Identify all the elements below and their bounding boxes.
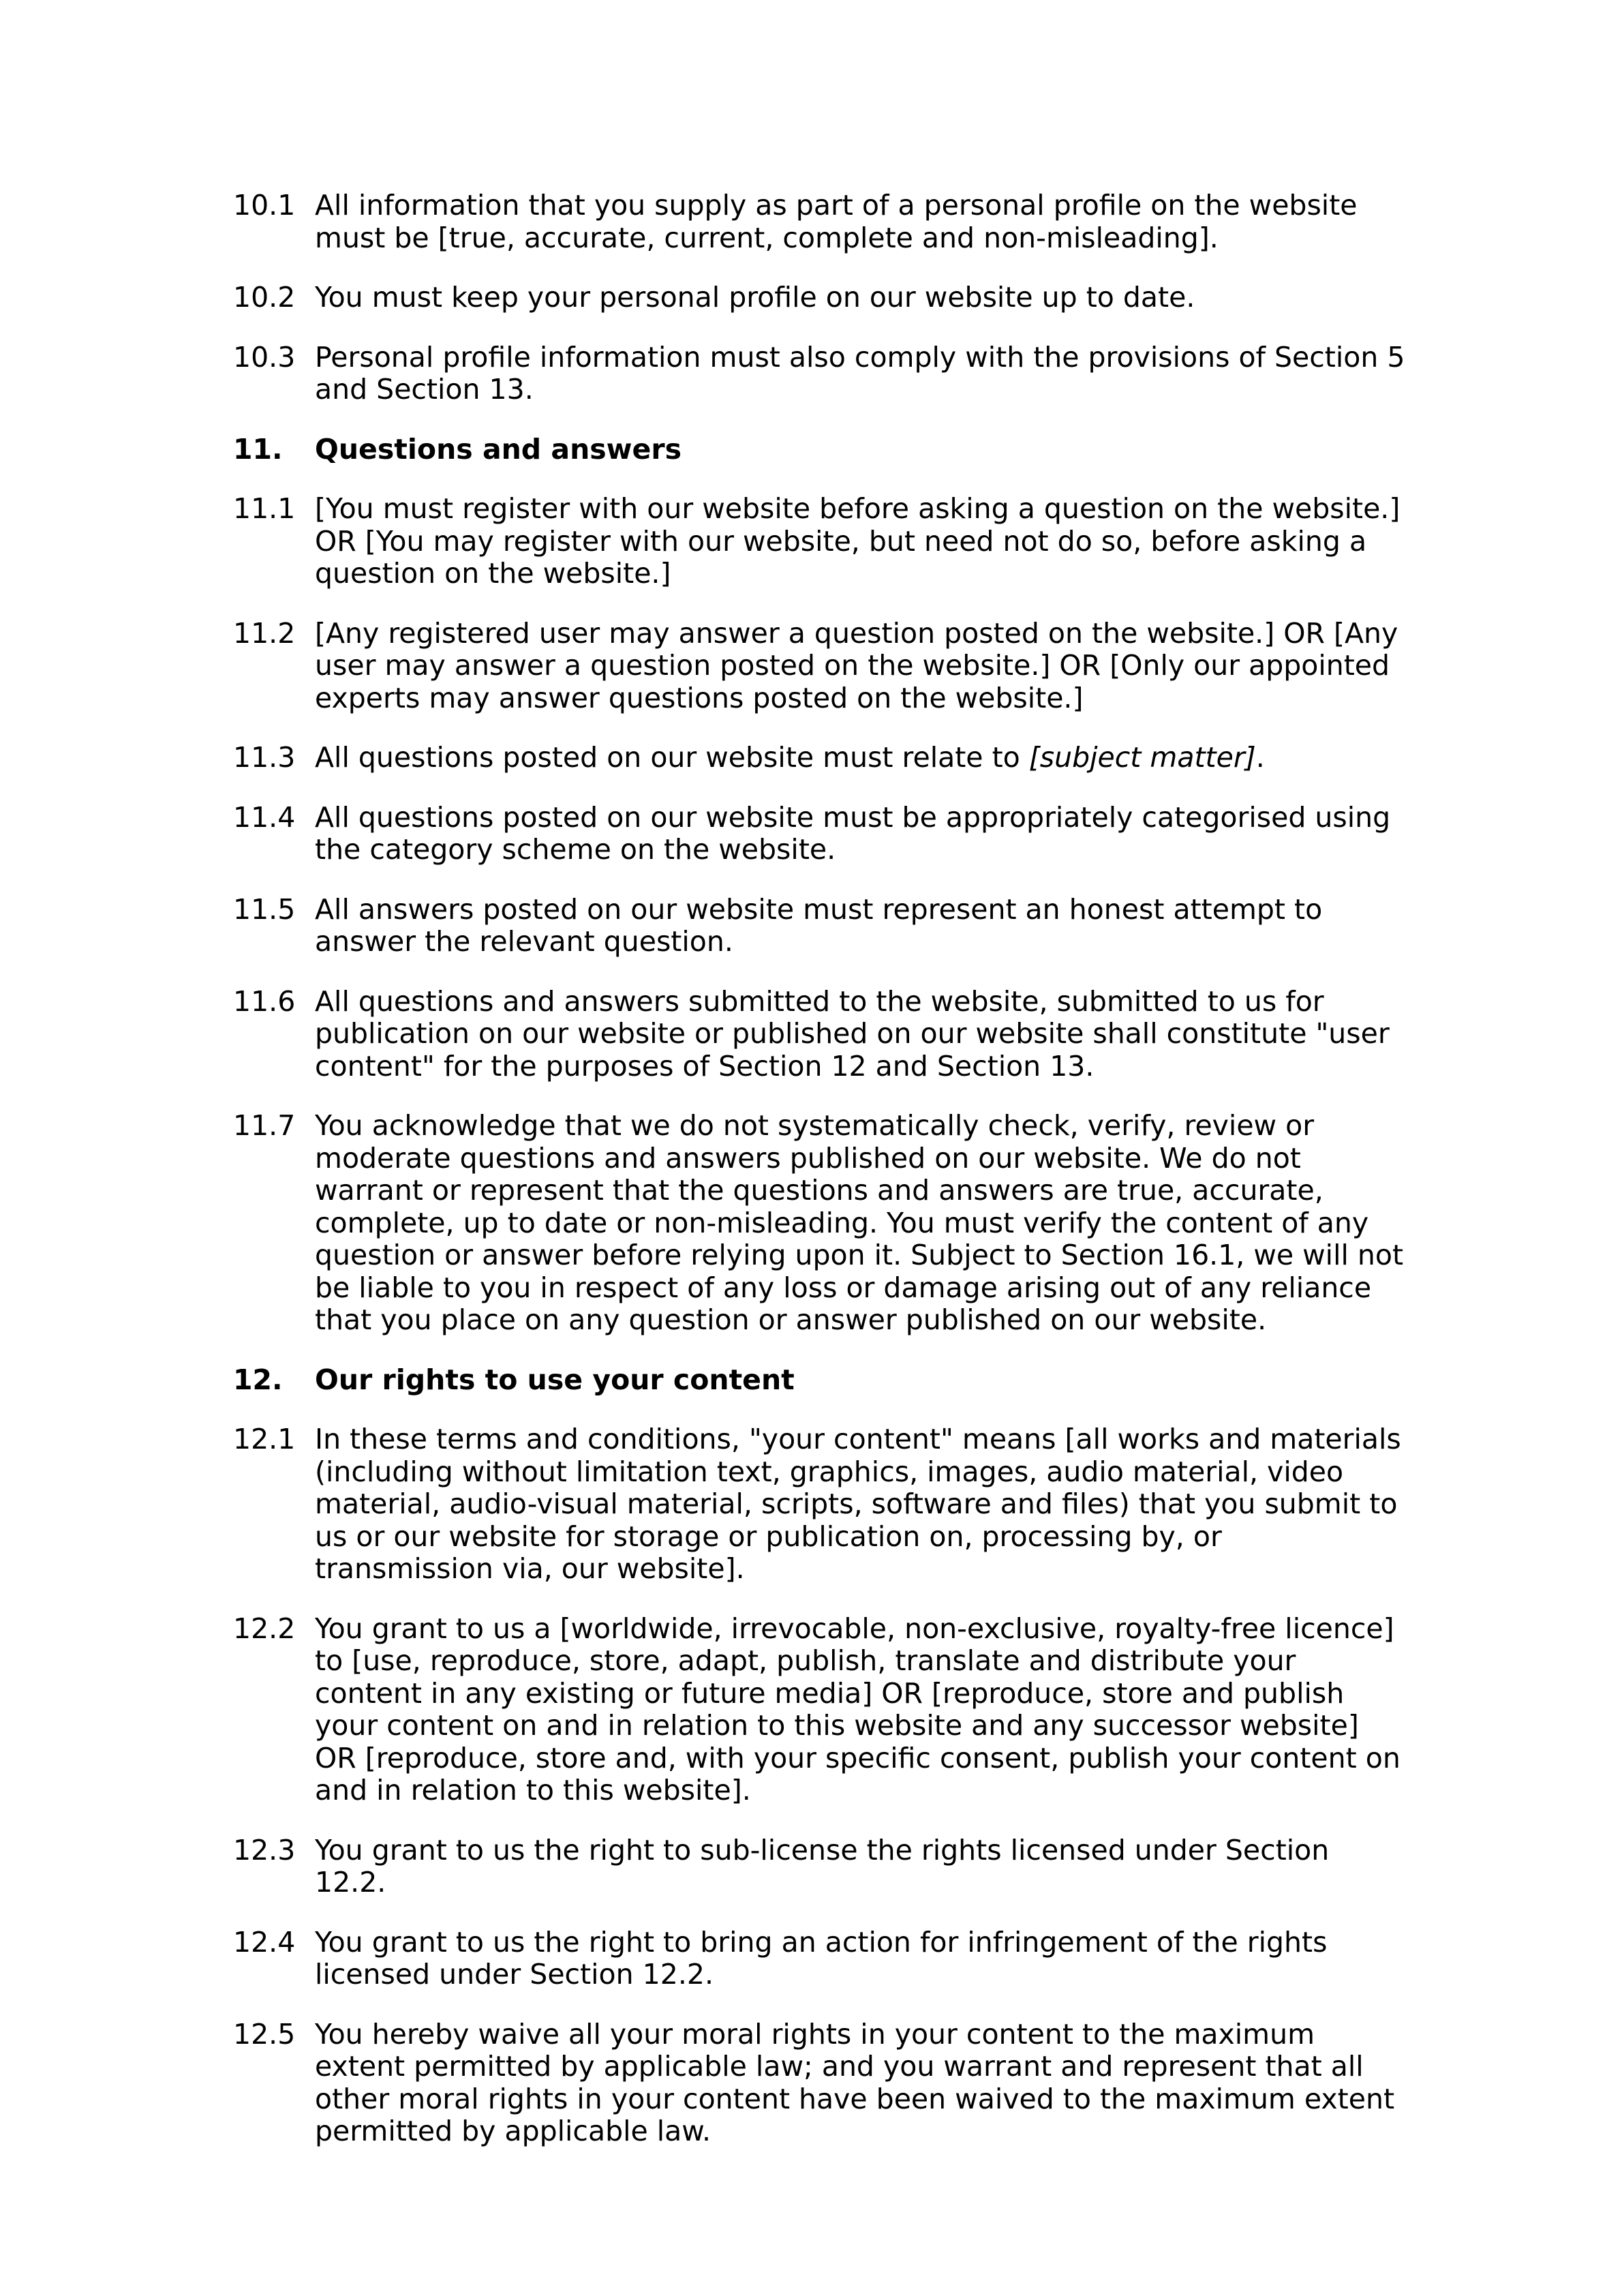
clause-number: 12.2 xyxy=(233,1612,296,1645)
clause-11-4 xyxy=(233,802,1405,866)
clause-text: All information that you supply as part of a personal profile on the website must be [true, accurate, current, complete and non-misleading]. xyxy=(315,189,1358,254)
clause-number: 12.5 xyxy=(233,2017,296,2051)
clause-text: [You must register with our website before asking a question on the website.] OR [You may register with our website, but need not do so, before asking a question on the website.] xyxy=(315,492,1401,590)
clause-11-7 xyxy=(233,1110,1405,1337)
clause-number: 12.1 xyxy=(233,1423,296,1455)
clause-number: 11.7 xyxy=(233,1109,296,1142)
clause-number: 10.2 xyxy=(233,281,296,314)
section-heading-12 xyxy=(233,1364,1405,1397)
clause-number: 11.6 xyxy=(233,984,296,1018)
clause-number: 11.4 xyxy=(233,800,296,834)
section-title: Our rights to use your content xyxy=(315,1363,795,1396)
clause-10-1 xyxy=(233,190,1405,254)
clause-number: 11.5 xyxy=(233,892,296,926)
clause-text: [Any registered user may answer a question posted on the website.] OR [Any user may answer a question posted on the website.] OR [Only our appointed experts may answer questions posted on the website.] xyxy=(315,616,1398,714)
section-title: Questions and answers xyxy=(315,432,682,466)
clause-12-4 xyxy=(233,1927,1405,1991)
clause-number: 10.3 xyxy=(233,340,296,374)
clause-text: Personal profile information must also comply with the provisions of Section 5 and Section 13. xyxy=(315,340,1405,406)
document-body xyxy=(233,190,1405,2175)
clause-10-2 xyxy=(233,282,1405,314)
clause-number: 11.3 xyxy=(233,741,296,774)
clause-number: 11.1 xyxy=(233,492,296,525)
section-heading-11 xyxy=(233,434,1405,466)
clause-11-3 xyxy=(233,742,1405,774)
clause-text xyxy=(315,742,1405,774)
clause-11-2 xyxy=(233,618,1405,715)
section-number: 12. xyxy=(233,1363,283,1396)
clause-number: 12.4 xyxy=(233,1925,296,1959)
clause-text: All answers posted on our website must represent an honest attempt to answer the relevant question. xyxy=(315,892,1323,958)
section-number: 11. xyxy=(233,432,283,466)
clause-text: You grant to us the right to sub-license the rights licensed under Section 12.2. xyxy=(315,1833,1330,1899)
clause-number: 11.2 xyxy=(233,616,296,650)
clause-number: 10.1 xyxy=(233,189,296,222)
clause-text: All questions and answers submitted to the website, submitted to us for publication on our website or published on our website shall constitute "user content" for the purposes of Section 12 and Section 13. xyxy=(315,984,1390,1083)
clause-text: All questions posted on our website must be appropriately categorised using the category scheme on the website. xyxy=(315,800,1391,866)
clause-text: In these terms and conditions, "your content" means [all works and materials (including without limitation text, graphics, images, audio material, video material, audio-visual material, scripts, software and files) that you submit to us or our website for storage or publication on, processing by, or transmission via, our website]. xyxy=(315,1423,1401,1585)
clause-text: You grant to us a [worldwide, irrevocable, non-exclusive, royalty-free licence] to [use, reproduce, store, adapt, publish, translate and distribute your content in any existing or future media] OR [reproduce, store and publish your content on and in relation to this website and any successor website] OR [reproduce, store and, with your specific consent, publish your content on and in relation to this website]. xyxy=(315,1612,1401,1807)
subject-matter-placeholder: [subject matter] xyxy=(1028,741,1256,774)
clause-12-3 xyxy=(233,1834,1405,1899)
clause-11-5 xyxy=(233,894,1405,958)
clause-12-5 xyxy=(233,2019,1405,2148)
clause-10-3 xyxy=(233,342,1405,406)
clause-text-start: All questions posted on our website must relate to xyxy=(315,741,1029,774)
clause-text: You hereby waive all your moral rights in your content to the maximum extent permitted by applicable law; and you warrant and represent that all other moral rights in your content have been waived to the maximum extent permitted by applicable law. xyxy=(315,2017,1395,2147)
clause-text: You acknowledge that we do not systematically check, verify, review or moderate questions and answers published on our website. We do not warrant or represent that the questions and answers are true, accurate, complete, up to date or non-misleading. You must verify the content of any question or answer before relying upon it. Subject to Section 16.1, we will not be liable to you in respect of any loss or damage arising out of any reliance that you place on any question or answer published on our website. xyxy=(315,1109,1404,1336)
clause-11-6 xyxy=(233,986,1405,1083)
clause-text: You grant to us the right to bring an action for infringement of the rights licensed under Section 12.2. xyxy=(315,1925,1328,1991)
clause-12-1 xyxy=(233,1423,1405,1586)
clause-12-2 xyxy=(233,1613,1405,1807)
clause-text: You must keep your personal profile on our website up to date. xyxy=(315,281,1195,314)
clause-11-1 xyxy=(233,493,1405,590)
clause-text-end: . xyxy=(1255,741,1265,774)
clause-number: 12.3 xyxy=(233,1833,296,1867)
